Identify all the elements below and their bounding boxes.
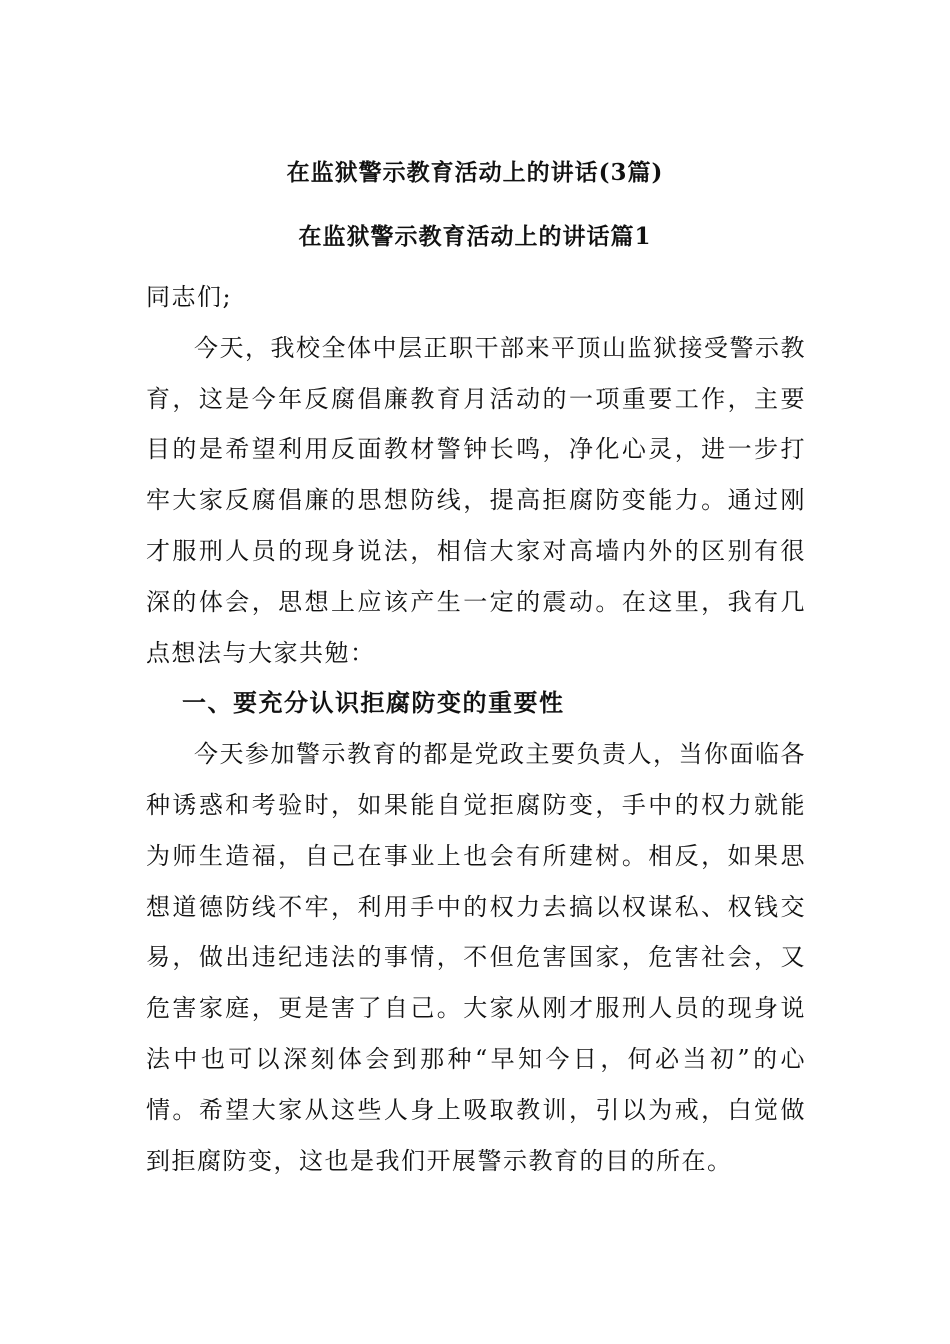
salutation: 同志们; xyxy=(146,283,233,311)
document-title: 在监狱警示教育活动上的讲话(3篇) xyxy=(286,159,664,186)
document-body xyxy=(146,272,806,1186)
section-title: 在监狱警示教育活动上的讲话篇1 xyxy=(298,223,652,250)
heading-1: 一、要充分认识拒腐防变的重要性 xyxy=(182,688,565,718)
paragraph-2: 今天参加警示教育的都是党政主要负责人，当你面临各种诱惑和考验时，如果能自觉拒腐防变，手中的权力就能为师生造福，自己在事业上也会有所建树。相反，如果思想道德防线不牢，利用手中的权力去搞以权谋私、权钱交易，做出违纪违法的事情，不但危害国家，危害社会，又危害家庭，更是害了自己。大家从刚才服刑人员的现身说法中也可以深刻体会到那种“早知今日，何必当初”的心情。希望大家从这些人身上吸取教训，引以为戒，白觉做到拒腐防变，这也是我们开展警示教育的目的所在。 xyxy=(146,740,806,1175)
paragraph-1: 今天，我校全体中层正职干部来平顶山监狱接受警示教育，这是今年反腐倡廉教育月活动的一项重要工作，主要目的是希望利用反面教材警钟长鸣，净化心灵，进一步打牢大家反腐倡廉的思想防线，提高拒腐防变能力。通过刚才服刑人员的现身说法，相信大家对高墙内外的区别有很深的体会，思想上应该产生一定的震动。在这里，我有几点想法与大家共勉： xyxy=(146,333,806,667)
